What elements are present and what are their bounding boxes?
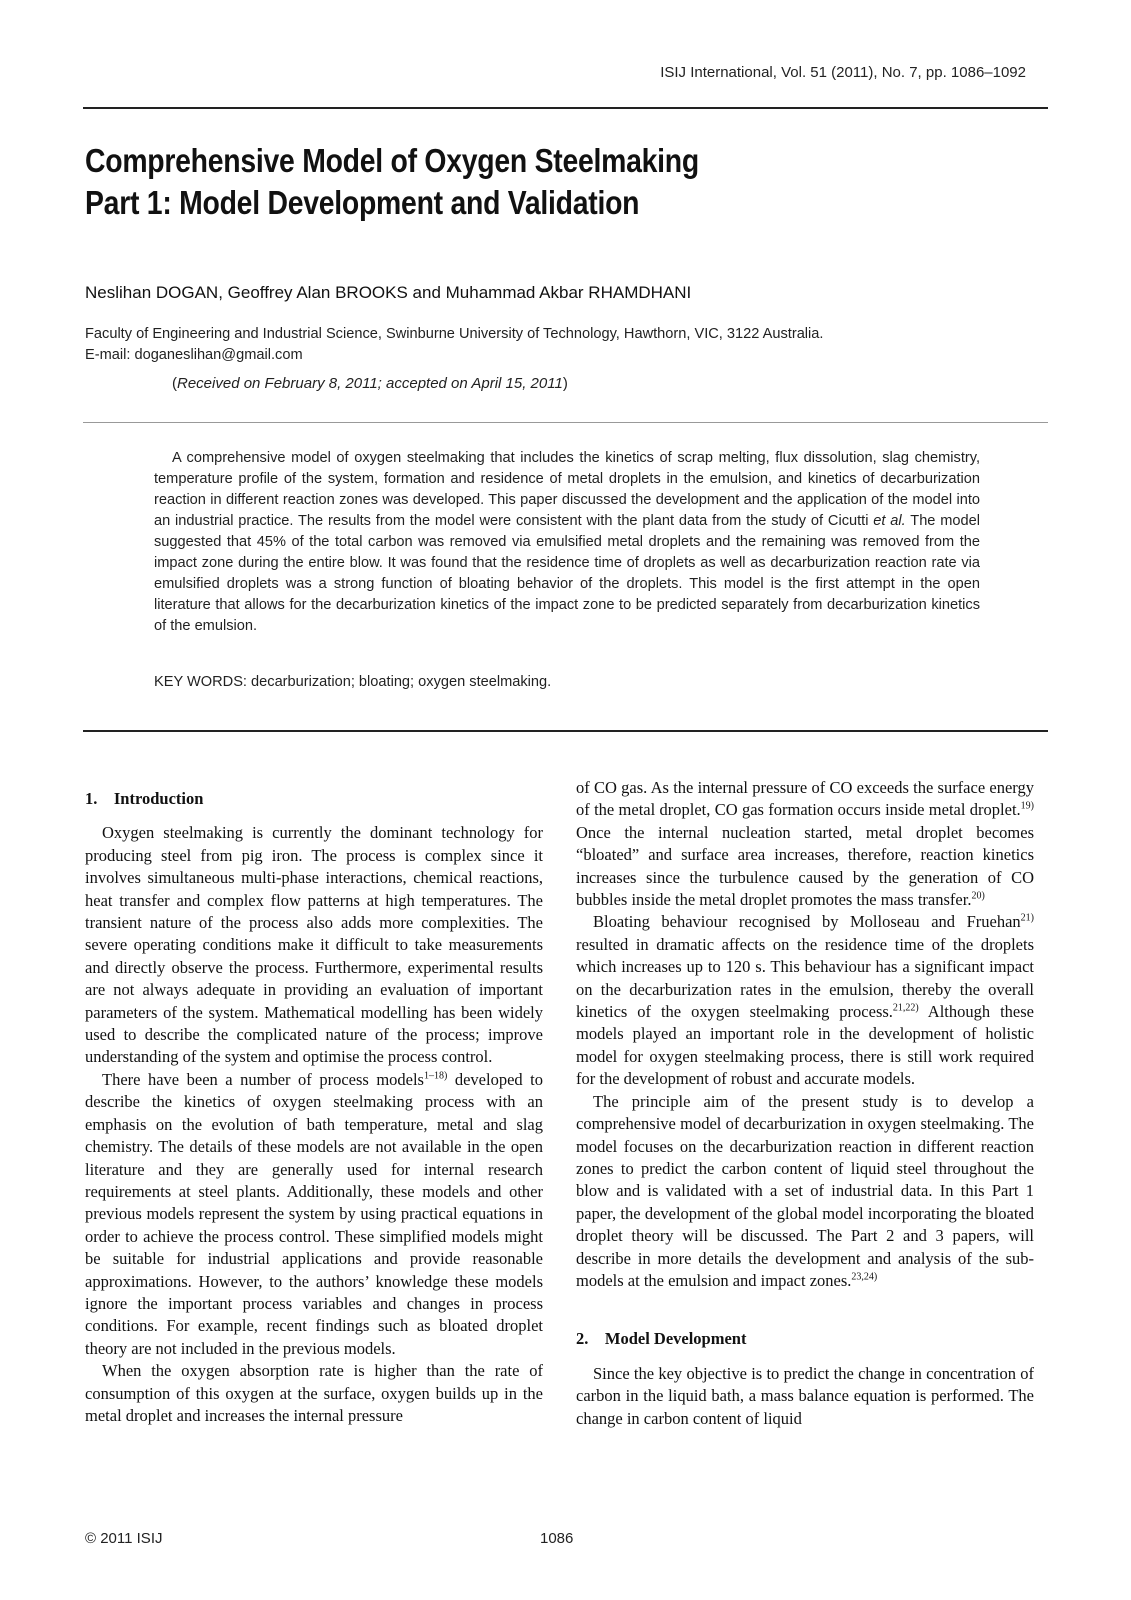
paragraph-6	[576, 1091, 1034, 1293]
body-rule	[83, 730, 1048, 732]
affiliation	[85, 324, 823, 366]
paragraph-7: Since the key objective is to predict the change in concentration of carbon in the liquid bath, a mass balance equation is performed. The change in carbon content of liquid	[576, 1363, 1034, 1428]
citation-ref: 21,22)	[892, 1002, 919, 1014]
abstract-rule	[83, 422, 1048, 423]
paragraph-3: When the oxygen absorption rate is higher than the rate of consumption of this oxygen at the surface, oxygen builds up in the metal droplet and increases the internal pressure	[85, 1361, 543, 1425]
paragraph-5	[576, 911, 1034, 1090]
citation-ref: 23,24)	[851, 1271, 878, 1283]
page-number: 1086	[540, 1530, 574, 1547]
abstract	[154, 448, 980, 637]
section-1-heading: 1. Introduction	[85, 789, 204, 808]
received-close-paren: )	[562, 375, 568, 392]
paragraph-5-text-b: resulted in dramatic affects on the residence time of the droplets which increases up to 120 s. This behaviour has a significant impact on the decarburization rates in the emulsion, thereby the overall kinetics of the oxygen steelmaking process.	[576, 934, 1034, 1022]
paragraph-4	[576, 777, 1034, 911]
journal-reference: ISIJ International, Vol. 51 (2011), No. 7, pp. 1086–1092	[660, 64, 1026, 81]
email-line: E-mail: doganeslihan@gmail.com	[85, 347, 303, 363]
paragraph-2	[85, 1069, 543, 1360]
right-column	[576, 777, 1034, 1430]
paragraph-4-text-a: of CO gas. As the internal pressure of CO exceeds the surface energy of the metal droplet, CO gas formation occurs inside metal droplet.	[576, 778, 1034, 820]
paragraph-5-text-a: Bloating behaviour recognised by Molloseau and Fruehan	[593, 912, 1021, 932]
affiliation-line: Faculty of Engineering and Industrial Science, Swinburne University of Technology, Hawthorn, VIC, 3122 Australia.	[85, 326, 824, 342]
footer-copyright: © 2011 ISIJ	[85, 1530, 163, 1547]
paragraph-6-text: The principle aim of the present study is to develop a comprehensive model of decarburization in oxygen steelmaking. The model focuses on the decarburization reaction in different reaction zones to predict the carbon content of liquid steel throughout the blow and is validated with a set of industrial data. In this Part 1 paper, the development of the global model incorporating the bloated droplet theory will be discussed. The Part 2 and 3 papers, will describe in more details the development and analysis of the sub-models at the emulsion and impact zones.	[576, 1091, 1034, 1290]
section-2-heading: 2. Model Development	[576, 1329, 747, 1349]
paragraph-2-text-b: developed to describe the kinetics of oxygen steelmaking process with an emphasis on the evolution of bath temperature, metal and slag chemistry. The details of these models are not available in the open literature and they are generally used for internal research requirements at steel plants. Additionally, these models and other previous models represent the system by using practical equations in order to achieve the process control. These simplified models might be suitable for industrial applications and provide reasonable approximations. However, to the authors’ knowledge these models ignore the important process variables and changes in process conditions. For example, recent findings such as bloated droplet theory are not included in the previous models.	[85, 1069, 543, 1358]
citation-ref: 19)	[1020, 800, 1034, 812]
paragraph-5-text-c: Although these models played an important role in the development of holistic model for oxygen steelmaking process, there is still work required for the development of robust and accurate models.	[576, 1002, 1035, 1089]
abstract-etal: et al.	[873, 513, 906, 529]
citation-ref: 20)	[971, 890, 985, 902]
paper-title	[85, 140, 699, 224]
left-column	[85, 788, 543, 1427]
header-rule	[83, 107, 1048, 109]
received-text: Received on February 8, 2011; accepted on April 15, 2011	[177, 375, 563, 392]
received-dates	[172, 375, 568, 392]
author-list: Neslihan DOGAN, Geoffrey Alan BROOKS and Muhammad Akbar RHAMDHANI	[85, 283, 692, 302]
paragraph-4-text-b: Once the internal nucleation started, metal droplet becomes “bloated” and surface area increases, therefore, reaction kinetics increases since the turbulence caused by the generation of CO bubbles inside the metal droplet promotes the mass transfer.	[576, 822, 1034, 910]
paragraph-1: Oxygen steelmaking is currently the dominant technology for producing steel from pig iron. The process is complex since it involves simultaneous multi-phase interactions, chemical reactions, heat transfer and complex flow patterns at high temperatures. The transient nature of the process also adds more complexities. The severe operating conditions make it difficult to take measurements and directly observe the process. Furthermore, experimental results are not always adequate in providing an evaluation of important parameters of the system. Mathematical modelling has been widely used to describe the complicated nature of the process; improve understanding of the system and optimise the process control.	[85, 823, 543, 1067]
received-open-paren: (	[172, 375, 177, 392]
keywords: KEY WORDS: decarburization; bloating; oxygen steelmaking.	[154, 674, 552, 690]
title-line-2: Part 1: Model Development and Validation	[85, 184, 640, 221]
paragraph-2-text-a: There have been a number of process models	[102, 1069, 424, 1089]
citation-ref: 1–18)	[423, 1070, 448, 1082]
citation-ref: 21)	[1020, 912, 1034, 924]
abstract-text-2: The model suggested that 45% of the total carbon was removed via emulsified metal droplets and the remaining was removed from the impact zone during the entire blow. It was found that the residence time of droplets as well as decarburization reaction rate via emulsified droplets was a strong function of bloating behavior of the droplets. This model is the first attempt in the open literature that allows for the decarburization kinetics of the impact zone to be predicted separately from decarburization kinetics of the emulsion.	[154, 513, 981, 634]
abstract-text-1: A comprehensive model of oxygen steelmaking that includes the kinetics of scrap melting, flux dissolution, slag chemistry, temperature profile of the system, formation and residence of metal droplets in the emulsion, and kinetics of decarburization reaction in different reaction zones was developed. This paper discussed the development and the application of the model into an industrial practice. The results from the model were consistent with the plant data from the study of Cicutti	[154, 450, 980, 529]
title-line-1: Comprehensive Model of Oxygen Steelmaking	[85, 142, 699, 179]
